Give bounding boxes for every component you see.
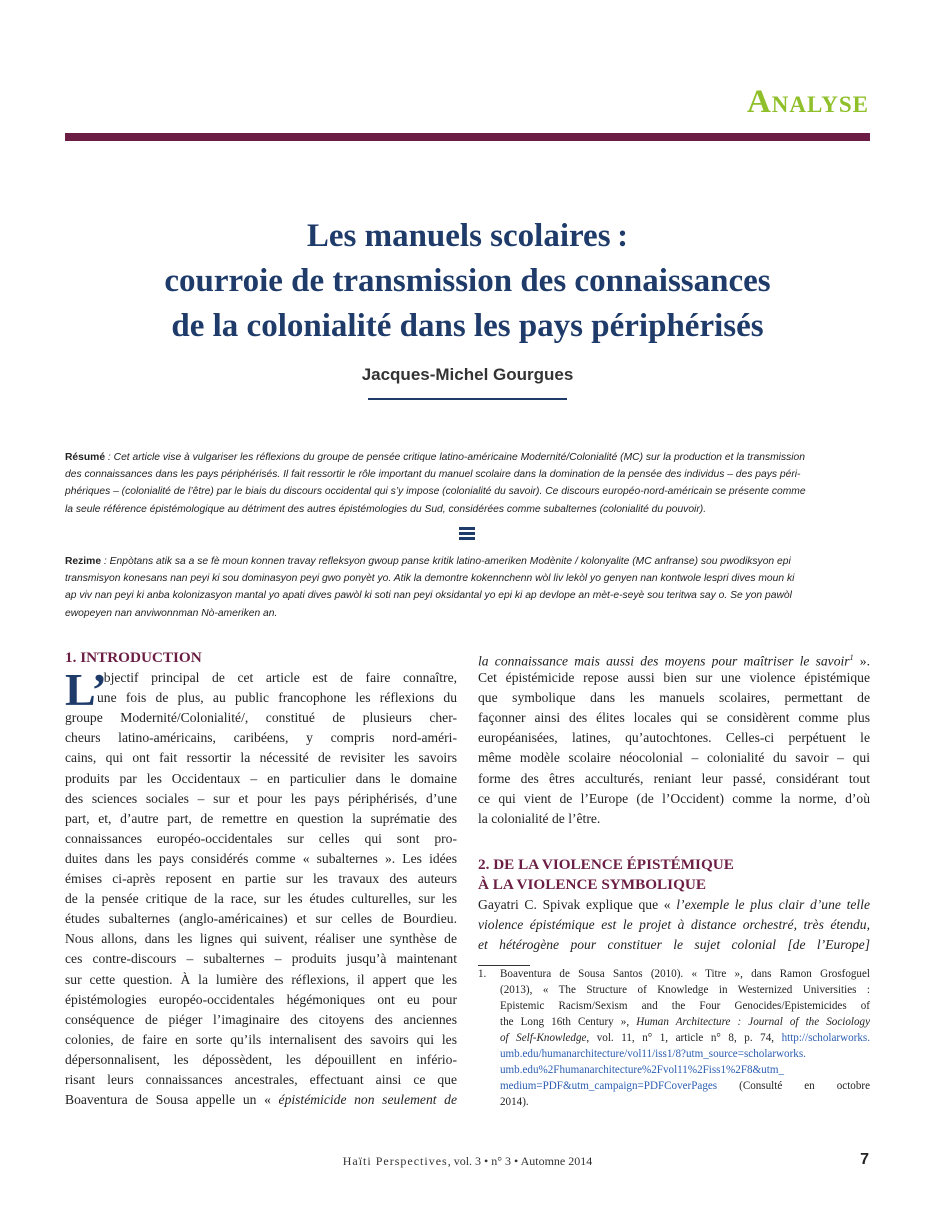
body-line: Nous allons, dans les lignes qui suivent, réaliser une synthèse de bbox=[65, 931, 457, 947]
resume-label: Résumé bbox=[65, 452, 106, 463]
body-line: sur cette question. À la lumière des réflexions, il appert que les bbox=[65, 971, 457, 987]
footnote-line: Epistemic Racism/Sexism and the Four Genocides/Epistemicides of bbox=[500, 1000, 870, 1012]
title-line: Les manuels scolaires : bbox=[306, 218, 629, 254]
resume-abstract bbox=[65, 449, 870, 518]
heading-line: À LA VIOLENCE SYMBOLIQUE bbox=[478, 875, 707, 893]
dropcap: L’ bbox=[65, 664, 107, 716]
body-line: émises ci-après reposent en partie sur les travaux des auteurs bbox=[65, 871, 457, 887]
body-line: produits par les Occidentaux – en particulier dans le domaine bbox=[65, 770, 457, 786]
page-number: 7 bbox=[860, 1151, 869, 1168]
rezime-text: : Enpòtans atik sa a se fè moun konnen travay refleksyon gwoup panse kritik latino-ameriken Modènite / kolonyalite (MC anfranse) sou pwodiksyon epi bbox=[101, 556, 791, 567]
footnote-text-italic: of Self-Knowledge bbox=[500, 1032, 587, 1044]
body-line: études subalternes (anglo-américaines) et sur celles de Bourdieu. bbox=[65, 911, 457, 927]
body-line: des sciences sociales – sur et pour les pays périphérisés, d’une bbox=[65, 790, 457, 806]
body-text: Boaventura de Sousa appelle un « bbox=[65, 1092, 279, 1108]
section-label: Analyse bbox=[746, 84, 869, 120]
body-line: connaissances européo-occidentales sur celles qui sont pro- bbox=[65, 830, 457, 846]
author-rule bbox=[368, 398, 567, 400]
section-heading-introduction: 1. INTRODUCTION bbox=[65, 649, 202, 666]
body-line: Cet épistémicide repose aussi bien sur une violence épistémique bbox=[478, 670, 870, 686]
footnote-marker[interactable]: 1 bbox=[849, 653, 854, 662]
body-line: conséquence de piéger l’imaginaire des citoyens des anciennes bbox=[65, 1011, 457, 1027]
body-line: épistémologies européo-occidentales hégémoniques ont eu pour bbox=[65, 991, 457, 1007]
journal-name: Haïti Perspectives bbox=[342, 1154, 448, 1168]
body-line: cheurs latino-américains, caribéens, y compris nord-améri- bbox=[65, 730, 457, 746]
body-line bbox=[65, 1090, 457, 1110]
footnote-line bbox=[500, 1078, 870, 1094]
body-line: ce qui vient de l’Europe (de l’Occident) comme la norme, d’où bbox=[478, 790, 870, 806]
body-line: forme des êtres acculturés, reniant leur passé, considérant tout bbox=[478, 770, 870, 786]
rezime-line: ap viv nan peyi ki anba kolonizasyon mantal yo apati dives pawòl ki soti nan peyi oksidantal yo epi ki ap devlope an mèt-e-seyè sou teritwa say o. Se yon pawòl bbox=[65, 590, 792, 602]
page-footer bbox=[0, 1154, 935, 1169]
rezime-line bbox=[65, 553, 870, 570]
article-title bbox=[65, 214, 870, 349]
body-text: Gayatri C. Spivak explique que « bbox=[478, 897, 677, 913]
resume-text: : Cet article vise à vulgariser les réflexions du groupe de pensée critique latino-américaine Modernité/Colonialité (MC) sur la production et la transmission bbox=[105, 452, 806, 463]
body-line: la colonialité de l’être. bbox=[478, 810, 601, 826]
body-text-italic: la connaissance mais aussi des moyens pour maîtriser le savoir bbox=[478, 653, 850, 669]
body-text: ». bbox=[853, 653, 870, 669]
body-line: duites dans les pays considérés comme « subalternes ». Les idées bbox=[65, 850, 457, 866]
title-line: de la colonialité dans les pays périphérisés bbox=[171, 308, 764, 344]
body-line: colonies, de faire en sorte qu’ils internalisent des savoirs qui les bbox=[65, 1031, 457, 1047]
body-line: que symbolique dans les manuels scolaires, permettant de bbox=[478, 690, 870, 706]
footnote-line bbox=[500, 1014, 870, 1030]
footnote bbox=[478, 966, 870, 1110]
footnote-text: (Consulté en octobre bbox=[717, 1080, 870, 1092]
source-link[interactable]: umb.edu%2Fhumanarchitecture%2Fvol11%2Fiss1%2F8&utm_ bbox=[500, 1064, 784, 1076]
footnote-line: (2013), « The Structure of Knowledge in Westernized Universities : bbox=[500, 984, 870, 996]
footnote-text: the Long 16th Century », bbox=[500, 1016, 637, 1028]
source-link[interactable]: medium=PDF&utm_campaign=PDFCoverPages bbox=[500, 1080, 718, 1092]
body-line: cains, qui ont fait ressortir la nécessité de revisiter les savoirs bbox=[65, 750, 457, 766]
footnote-text: , vol. 11, n° 1, article n° 8, p. 74, bbox=[586, 1032, 782, 1044]
body-line: groupe Modernité/Colonialité/, constitué de plusieurs cher- bbox=[65, 710, 457, 726]
triple-bar-icon bbox=[459, 527, 475, 543]
resume-line: la seule référence épistémologique au détriment des autres épistémologies du Sud, considérées comme subalternes (colonialité du pouvoir). bbox=[65, 503, 707, 515]
body-line bbox=[478, 648, 870, 668]
body-line: et hétérogène pour constituer le sujet colonial [de l’Europe] bbox=[478, 937, 870, 953]
body-line: une fois de plus, au public francophone les réflexions du bbox=[97, 690, 457, 706]
body-line: européanisées, latines, qu’autochtones. Celles-ci perpétuent le bbox=[478, 730, 870, 746]
resume-line: des connaissances dans les pays périphérisés. Il fait ressortir le rôle important du manuel scolaire dans la domination de la pensée des individus – des pays péri- bbox=[65, 469, 801, 481]
right-column bbox=[478, 648, 870, 955]
footnote-number: 1. bbox=[478, 968, 487, 980]
source-link[interactable]: umb.edu/humanarchitecture/vol11/iss1/8?utm_source=scholarworks. bbox=[500, 1048, 806, 1060]
footnote-text-italic: Human Architecture : Journal of the Sociology bbox=[636, 1016, 870, 1028]
body-line: même modèle scolaire néocolonial – colonialité du savoir – qui bbox=[478, 750, 870, 766]
rezime-line: ewopeyen nan anviwonnman Nò-ameriken an. bbox=[65, 607, 278, 619]
body-line: violence épistémique est le projet à distance orchestré, très étendu, bbox=[478, 917, 870, 933]
footnote-line: Boaventura de Sousa Santos (2010). « Titre », dans Ramon Grosfoguel bbox=[500, 968, 870, 980]
resume-line bbox=[65, 449, 870, 466]
section-heading-violence bbox=[478, 855, 870, 895]
body-text-italic: l’exemple le plus clair d’une telle bbox=[676, 897, 870, 913]
body-text-italic: épistémicide non seulement de bbox=[278, 1092, 457, 1108]
title-line: courroie de transmission des connaissances bbox=[164, 263, 771, 299]
intro-paragraph bbox=[65, 664, 457, 1110]
body-line: ces contre-discours – subalternes – produits jusqu’à maintenant bbox=[65, 951, 457, 967]
author-name: Jacques-Michel Gourgues bbox=[361, 365, 574, 384]
footnote-line: 2014). bbox=[500, 1096, 529, 1108]
body-line: part, et, d’autre part, de remettre en question la suprématie des bbox=[65, 810, 457, 826]
rezime-line: transmisyon konesans nan peyi ki sou dominasyon peyi gwo ponyèt yo. Atik la demontre kokennchenn wòl liv lekòl yo genyen nan kontwole lespri dives moun ki bbox=[65, 573, 795, 585]
resume-line: phériques – (colonialité de l’être) par le biais du discours occidental qui s’y impose (colonialité du savoir). Ce discours européo-nord-américain se présente comme bbox=[65, 486, 806, 498]
body-line bbox=[478, 895, 870, 915]
body-line: objectif principal de cet article est de faire connaître, bbox=[97, 670, 457, 686]
body-line: de la pensée critique de la race, sur les études culturelles, sur les bbox=[65, 891, 457, 907]
rezime-abstract bbox=[65, 553, 870, 622]
footnote-body bbox=[500, 966, 870, 1110]
footnote-line bbox=[500, 1030, 870, 1046]
rezime-label: Rezime bbox=[65, 556, 102, 567]
body-line: risant leurs connaissances ancestrales, effectuant ainsi ce que bbox=[65, 1071, 457, 1087]
body-line: dépersonnalisent, les dépossèdent, les dépouillent en infério- bbox=[65, 1051, 457, 1067]
header-rule bbox=[65, 133, 870, 141]
body-line: façonner ainsi des élites locales qui se considèrent comme plus bbox=[478, 710, 870, 726]
source-link[interactable]: http://scholarworks. bbox=[781, 1032, 870, 1044]
left-column bbox=[65, 648, 457, 1110]
issue-info: , vol. 3 • n° 3 • Automne 2014 bbox=[447, 1154, 593, 1168]
heading-line: 2. DE LA VIOLENCE ÉPISTÉMIQUE bbox=[478, 855, 734, 873]
